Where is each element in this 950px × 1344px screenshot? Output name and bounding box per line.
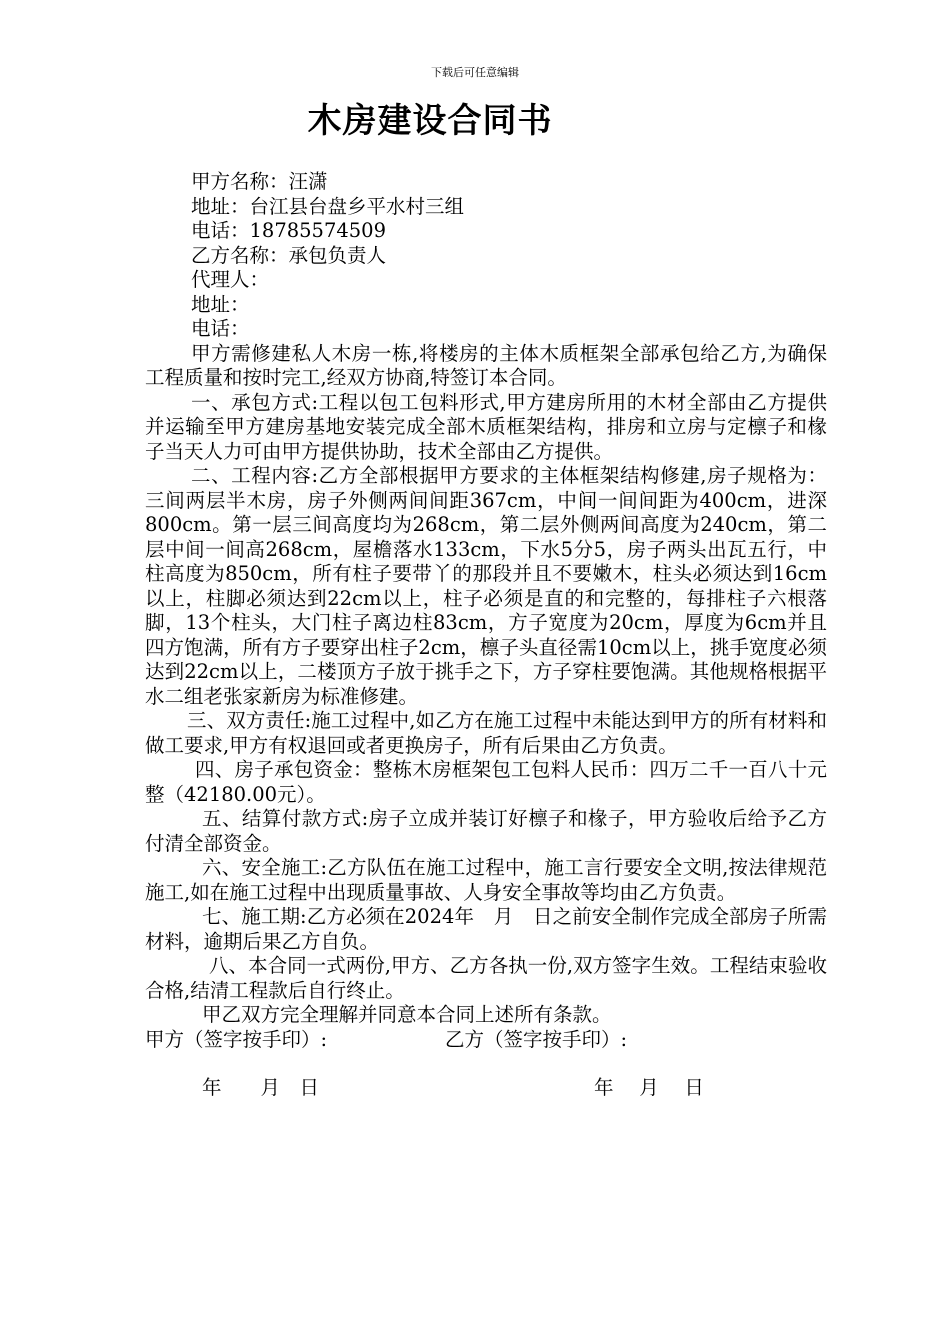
page-header-note: 下载后可任意编辑 [431,66,519,79]
party-a-date: 年 月 日 [202,1076,320,1099]
party-b-phone: 电话： [191,317,250,340]
signature-date-row [145,1076,827,1101]
clause-schedule: 七、施工期:乙方必须在2024年 月 日之前安全制作完成全部房子所需材料，逾期后果乙方自负。 [145,905,827,953]
clause-contract-amount: 四、房子承包资金：整栋木房框架包工包料人民币：四万二千一百八十元整（42180.00元）。 [145,758,827,806]
clause-work-content: 二、工程内容:乙方全部根据甲方要求的主体框架结构修建,房子规格为：三间两层半木房，房子外侧两间间距367cm，中间一间间距为400cm，进深800cm。第一层三间高度均为268cm，第二层外侧两间高度为240cm，第二层中间一间高268cm，屋檐落水133cm，下水5分5，房子两头出瓦五行，中柱高度为850cm，所有柱子要带丫的那段并且不要嫩木，柱头必须达到16cm以上，柱脚必须达到22cm以上，柱子必须是直的和完整的，每排柱子六根落脚，13个柱头，大门柱子离边柱83cm，方子宽度为20cm，厚度为6cm并且四方饱满，所有方子要穿出柱子2cm，檩子头直径需10cm以上，挑手宽度必须达到22cm以上，二楼顶方子放于挑手之下，方子穿柱要饱满。其他规格根据平水二组老张家新房为标准修建。 [145,464,827,708]
party-a-name: 甲方名称：汪潇 [191,170,328,193]
party-b-date: 年 月 日 [594,1076,704,1099]
clause-payment-method: 五、结算付款方式:房子立成并装订好檩子和椽子，甲方验收后给予乙方付清全部资金。 [145,807,827,855]
signature-row [145,1028,827,1053]
clause-contract-method: 一、承包方式:工程以包工包料形式,甲方建房所用的木材全部由乙方提供并运输至甲方建房基地安装完成全部木质框架结构，排房和立房与定檩子和椽子当天人力可由甲方提供协助，技术全部由乙方提供。 [145,390,827,463]
clause-safety: 六、安全施工:乙方队伍在施工过程中，施工言行要安全文明,按法律规范施工,如在施工过程中出现质量事故、人身安全事故等均由乙方负责。 [145,856,827,904]
intro-paragraph: 甲方需修建私人木房一栋,将楼房的主体木质框架全部承包给乙方,为确保工程质量和按时完工,经双方协商,特签订本合同。 [145,341,827,389]
party-b-name: 乙方名称：承包负责人 [191,243,387,267]
clause-copies: 八、本合同一式两份,甲方、乙方各执一份,双方签字生效。工程结束验收合格,结清工程款后自行终止。 [145,954,827,1002]
document-title: 木房建设合同书 [307,101,553,141]
party-a-phone: 电话：18785574509 [191,219,386,242]
party-a-address: 地址：台江县台盘乡平水村三组 [191,194,465,218]
contract-body [145,170,827,1101]
clause-responsibilities: 三、双方责任:施工过程中,如乙方在施工过程中未能达到甲方的所有材料和做工要求,甲方有权退回或者更换房子，所有后果由乙方负责。 [145,709,827,757]
party-a-signature-label: 甲方（签字按手印）: [145,1027,328,1051]
party-b-agent: 代理人： [191,268,270,291]
closing-statement: 甲乙双方完全理解并同意本合同上述所有条款。 [202,1003,612,1026]
party-b-address: 地址： [191,292,250,316]
party-b-signature-label: 乙方（签字按手印）: [445,1027,628,1051]
